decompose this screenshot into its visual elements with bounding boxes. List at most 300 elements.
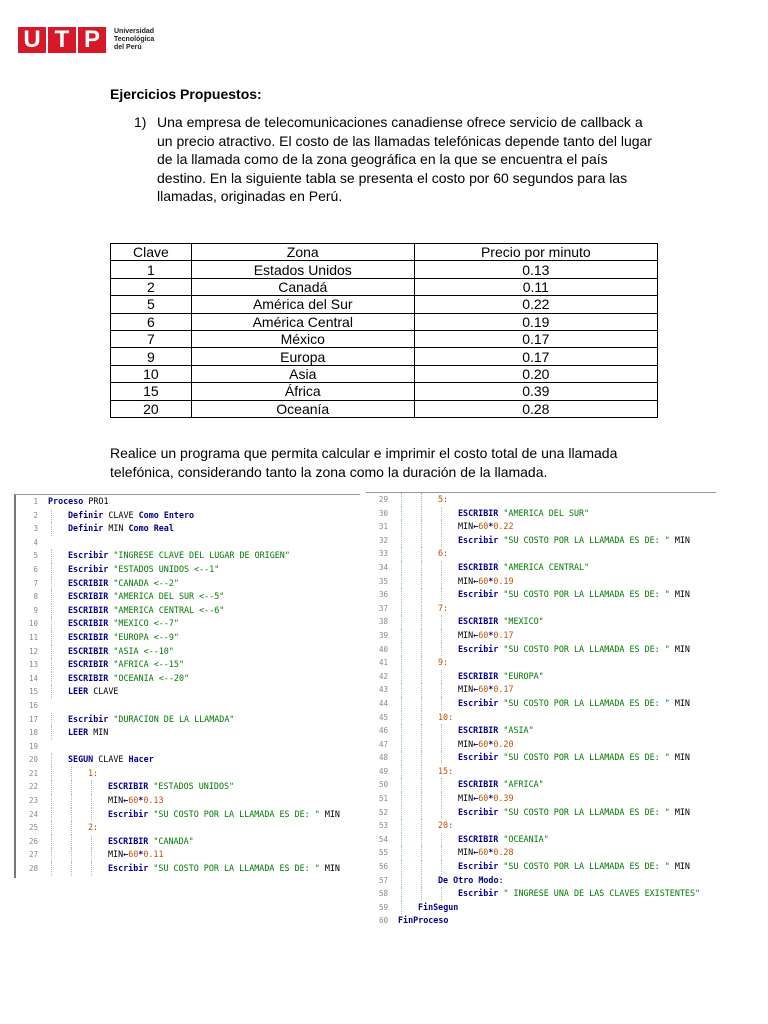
code-text [458,860,690,874]
code-text [458,561,589,575]
indent-guide [441,806,442,820]
code-token: 2: [88,822,99,833]
cell-precio: 0.17 [414,330,657,347]
indent-guide [421,629,422,643]
indent-guide [401,534,402,548]
indent-guide [401,507,402,521]
indent-guide [51,604,52,618]
code-line [16,672,360,686]
indent-guide [421,860,422,874]
cell-clave: 7 [111,330,192,347]
indent-guide [51,753,52,767]
cell-clave: 6 [111,313,192,330]
code-line [16,536,360,550]
indent-guide [421,819,422,833]
indent-guide [401,561,402,575]
indent-guide [421,765,422,779]
code-token: Escribir [458,888,504,899]
code-token: ESCRIBIR [68,618,114,629]
code-text [438,711,453,725]
code-line [366,806,716,820]
code-token: 15: [438,765,454,776]
code-token: ESCRIBIR [458,833,504,844]
header-zona: Zona [191,244,414,261]
code-token: MIN [674,861,690,872]
code-token: Escribir [458,643,504,654]
indent-guide [421,493,422,507]
cell-precio: 0.28 [414,400,657,417]
code-text [68,753,154,767]
code-token: "SU COSTO POR LA LLAMADA ES DE: " [503,534,675,545]
indent-guide [71,821,72,835]
cell-zona: Europa [191,348,414,365]
indent-guide [91,794,92,808]
line-number: 20 [28,755,38,765]
code-token: Definir [68,523,109,534]
cell-zona: América Central [191,313,414,330]
code-token: * [488,575,494,586]
code-token: ESCRIBIR [68,591,114,602]
code-token: "SU COSTO POR LA LLAMADA ES DE: " [503,697,675,708]
code-line [366,711,716,725]
indent-guide [441,561,442,575]
indent-guide [421,643,422,657]
code-line [16,767,360,781]
code-token: 10: [438,711,454,722]
code-token: Escribir [458,697,504,708]
code-text [398,914,448,928]
line-number: 58 [378,889,388,899]
code-line [366,547,716,561]
line-number: 43 [378,685,388,695]
code-token: 60 [478,793,489,804]
code-line [16,862,360,876]
code-text [458,697,690,711]
indent-guide [401,615,402,629]
code-line [16,631,360,645]
line-number: 56 [378,862,388,872]
code-token: * [488,847,494,858]
code-token: "SU COSTO POR LA LLAMADA ES DE: " [503,806,675,817]
code-token: MIN [458,847,474,858]
code-token: "OCEANIA" [503,833,549,844]
indent-guide [421,534,422,548]
code-token: ESCRIBIR [458,779,504,790]
header-clave: Clave [111,244,192,261]
exercise-1 [134,113,654,206]
indent-guide [421,575,422,589]
indent-guide [421,724,422,738]
code-token: * [138,849,144,860]
indent-guide [401,629,402,643]
cell-precio: 0.11 [414,278,657,295]
code-token: Como Entero [138,509,195,520]
code-line [366,738,716,752]
code-text [68,604,224,618]
code-line [366,914,716,928]
code-token: "AMERICA CENTRAL <--6" [113,604,225,615]
code-text [68,522,174,536]
code-token: De Otro Modo [438,874,499,885]
code-token: "AFRICA" [503,779,544,790]
table-row [111,348,658,365]
code-token: 1: [88,767,99,778]
indent-guide [401,711,402,725]
line-number: 50 [378,780,388,790]
code-token: ESCRIBIR [68,659,114,670]
line-number: 51 [378,794,388,804]
indent-guide [421,846,422,860]
code-token: "AMERICA DEL SUR <--5" [113,591,225,602]
indent-guide [421,887,422,901]
code-token: LEER [68,686,94,697]
line-number: 16 [28,700,38,710]
code-line [16,848,360,862]
code-text [108,848,164,862]
line-number: 13 [28,660,38,670]
code-line [16,699,360,713]
indent-guide [441,778,442,792]
code-token: MIN [458,521,474,532]
code-token: "SU COSTO POR LA LLAMADA ES DE: " [153,863,325,874]
line-number: 44 [378,698,388,708]
code-line [16,835,360,849]
code-token: MIN [674,752,690,763]
code-line [16,685,360,699]
cell-clave: 5 [111,296,192,313]
line-number: 27 [28,850,38,860]
code-token: "MEXICO <--7" [113,618,179,629]
code-token: ESCRIBIR [68,672,114,683]
code-token: MIN [458,738,474,749]
indent-guide [51,780,52,794]
code-line [366,765,716,779]
code-line [16,821,360,835]
line-number: 31 [378,522,388,532]
indent-guide [421,683,422,697]
logo-wordmark: Universidad Tecnológica del Perú [114,28,155,51]
code-line [366,683,716,697]
code-token: * [488,684,494,695]
code-token: "MEXICO" [503,616,544,627]
indent-guide [51,848,52,862]
indent-guide [421,507,422,521]
indent-guide [401,887,402,901]
code-text [418,901,458,915]
indent-guide [51,808,52,822]
code-token: Escribir [68,563,114,574]
indent-guide [441,697,442,711]
indent-guide [421,615,422,629]
indent-guide [71,848,72,862]
code-text [458,534,690,548]
code-token: 60 [478,847,489,858]
code-text [438,493,448,507]
line-number: 3 [33,524,38,534]
indent-guide [71,862,72,876]
logo-letter-t: T [48,27,76,53]
line-number: 1 [33,497,38,506]
code-line [16,509,360,523]
indent-guide [401,656,402,670]
cell-clave: 10 [111,365,192,382]
code-text [68,617,179,631]
code-token: "EUROPA <--9" [113,631,179,642]
code-token: "ESTADOS UNIDOS" [153,781,235,792]
code-token: MIN [674,806,690,817]
indent-guide [91,780,92,794]
code-token: "CANADA" [153,835,194,846]
indent-guide [401,724,402,738]
code-text [458,724,534,738]
code-token: : [498,874,504,885]
code-token: 60 [128,849,139,860]
code-token: FinProceso [398,915,449,926]
code-text [438,547,448,561]
code-line [16,617,360,631]
code-token: "INGRESE CLAVE DEL LUGAR DE ORIGEN" [113,550,290,561]
code-line [16,780,360,794]
code-line [366,629,716,643]
code-text [68,645,174,659]
indent-guide [51,631,52,645]
code-line [366,670,716,684]
line-number: 19 [28,741,38,751]
indent-guide [51,617,52,631]
line-number: 47 [378,739,388,749]
indent-guide [401,765,402,779]
code-token: ESCRIBIR [458,616,504,627]
indent-guide [421,656,422,670]
code-token: ← [473,793,479,804]
code-token: MIN [674,643,690,654]
code-token: 6: [438,548,449,559]
indent-guide [51,549,52,563]
code-text [68,549,290,563]
code-text [458,738,514,752]
indent-guide [401,547,402,561]
table-row [111,383,658,400]
line-number: 4 [33,537,38,547]
code-line [366,819,716,833]
line-number: 39 [378,630,388,640]
line-number: 29 [378,495,388,504]
indent-guide [441,520,442,534]
indent-guide [401,833,402,847]
code-token: FinSegun [418,901,459,912]
line-number: 11 [28,632,38,642]
code-token: "SU COSTO POR LA LLAMADA ES DE: " [503,589,675,600]
line-number: 7 [33,578,38,588]
line-number: 23 [28,796,38,806]
code-token: SEGUN [68,754,99,765]
indent-guide [401,846,402,860]
logo-letter-p: P [78,27,106,53]
code-text [68,726,108,740]
code-text [458,575,514,589]
code-token: 60 [478,521,489,532]
cell-clave: 9 [111,348,192,365]
cell-zona: América del Sur [191,296,414,313]
code-text [458,806,690,820]
indent-guide [401,738,402,752]
code-text [438,819,453,833]
line-number: 35 [378,576,388,586]
code-line [366,656,716,670]
code-line [366,751,716,765]
code-text [458,588,690,602]
code-text [438,602,448,616]
code-text [68,577,179,591]
code-token: "SU COSTO POR LA LLAMADA ES DE: " [503,861,675,872]
indent-guide [421,738,422,752]
price-table [110,243,658,418]
indent-guide [421,778,422,792]
code-token: ESCRIBIR [68,631,114,642]
indent-guide [441,751,442,765]
utp-logo [18,27,174,53]
code-text [108,862,340,876]
code-text [108,780,234,794]
code-token: ← [123,795,129,806]
code-token: "EUROPA" [503,670,544,681]
code-text [68,631,179,645]
indent-guide [401,670,402,684]
code-token: 5: [438,494,449,504]
code-text [458,520,514,534]
code-token: 7: [438,602,449,613]
code-token: LEER [68,727,94,738]
code-token: "ESTADOS UNIDOS <--1" [113,563,220,574]
indent-guide [401,778,402,792]
code-line [16,563,360,577]
code-token: "OCEANIA <--20" [113,672,190,683]
line-number: 60 [378,916,388,926]
code-panel-right [366,492,716,931]
code-line [366,602,716,616]
code-token: 20: [438,820,454,831]
code-token: ← [473,847,479,858]
table-row [111,261,658,278]
code-text [68,685,118,699]
header-precio: Precio por minuto [414,244,657,261]
code-token: ← [123,849,129,860]
line-number: 33 [378,549,388,559]
code-token: ESCRIBIR [458,561,504,572]
table-row [111,365,658,382]
line-number: 14 [28,673,38,683]
line-number: 46 [378,726,388,736]
indent-guide [421,833,422,847]
indent-guide [441,575,442,589]
code-text [68,658,184,672]
code-text [108,794,164,808]
code-token: 0.11 [143,849,164,860]
code-token: ESCRIBIR [458,507,504,518]
code-text [458,507,589,521]
line-number: 25 [28,823,38,833]
indent-guide [401,697,402,711]
code-line [366,561,716,575]
code-token: 60 [478,575,489,586]
table-row [111,313,658,330]
code-line [366,520,716,534]
line-number: 37 [378,603,388,613]
cell-precio: 0.22 [414,296,657,313]
line-number: 9 [33,605,38,615]
indent-guide [51,563,52,577]
code-line [16,549,360,563]
code-token: * [488,738,494,749]
code-line [16,604,360,618]
code-line [16,522,360,536]
code-token: ← [473,521,479,532]
code-token: " INGRESE UNA DE LAS CLAVES EXISTENTES" [503,888,701,899]
indent-guide [51,590,52,604]
indent-guide [51,794,52,808]
line-number: 38 [378,617,388,627]
line-number: 59 [378,902,388,912]
code-token: 60 [128,795,139,806]
code-text [438,765,453,779]
code-token: MIN [674,534,690,545]
line-number: 41 [378,658,388,668]
indent-guide [401,751,402,765]
line-number: 6 [33,564,38,574]
code-token: Escribir [458,861,504,872]
code-token: Escribir [458,752,504,763]
code-line [366,860,716,874]
indent-guide [51,685,52,699]
cell-zona: Oceanía [191,400,414,417]
code-token: MIN [108,849,124,860]
line-number: 2 [33,510,38,520]
code-token: ← [473,575,479,586]
line-number: 42 [378,671,388,681]
code-token: "DURACION DE LA LLAMADA" [113,713,235,724]
indent-guide [401,683,402,697]
indent-guide [91,862,92,876]
indent-guide [441,629,442,643]
indent-guide [421,588,422,602]
indent-guide [401,575,402,589]
indent-guide [441,887,442,901]
code-line [366,792,716,806]
code-token: MIN [458,575,474,586]
code-text [68,713,234,727]
code-text [68,509,194,523]
cell-zona: África [191,383,414,400]
code-token: 60 [478,629,489,640]
indent-guide [51,645,52,659]
cell-precio: 0.17 [414,348,657,365]
indent-guide [421,751,422,765]
section-heading: Ejercicios Propuestos: [110,86,262,102]
code-token: CLAVE [98,754,129,765]
indent-guide [421,547,422,561]
code-token: ← [473,684,479,695]
indent-guide [421,602,422,616]
line-number: 17 [28,714,38,724]
line-number: 40 [378,644,388,654]
code-line [16,590,360,604]
code-token: 9: [438,657,449,668]
indent-guide [401,602,402,616]
cell-clave: 1 [111,261,192,278]
code-text [458,751,690,765]
indent-guide [441,860,442,874]
code-text [458,615,544,629]
